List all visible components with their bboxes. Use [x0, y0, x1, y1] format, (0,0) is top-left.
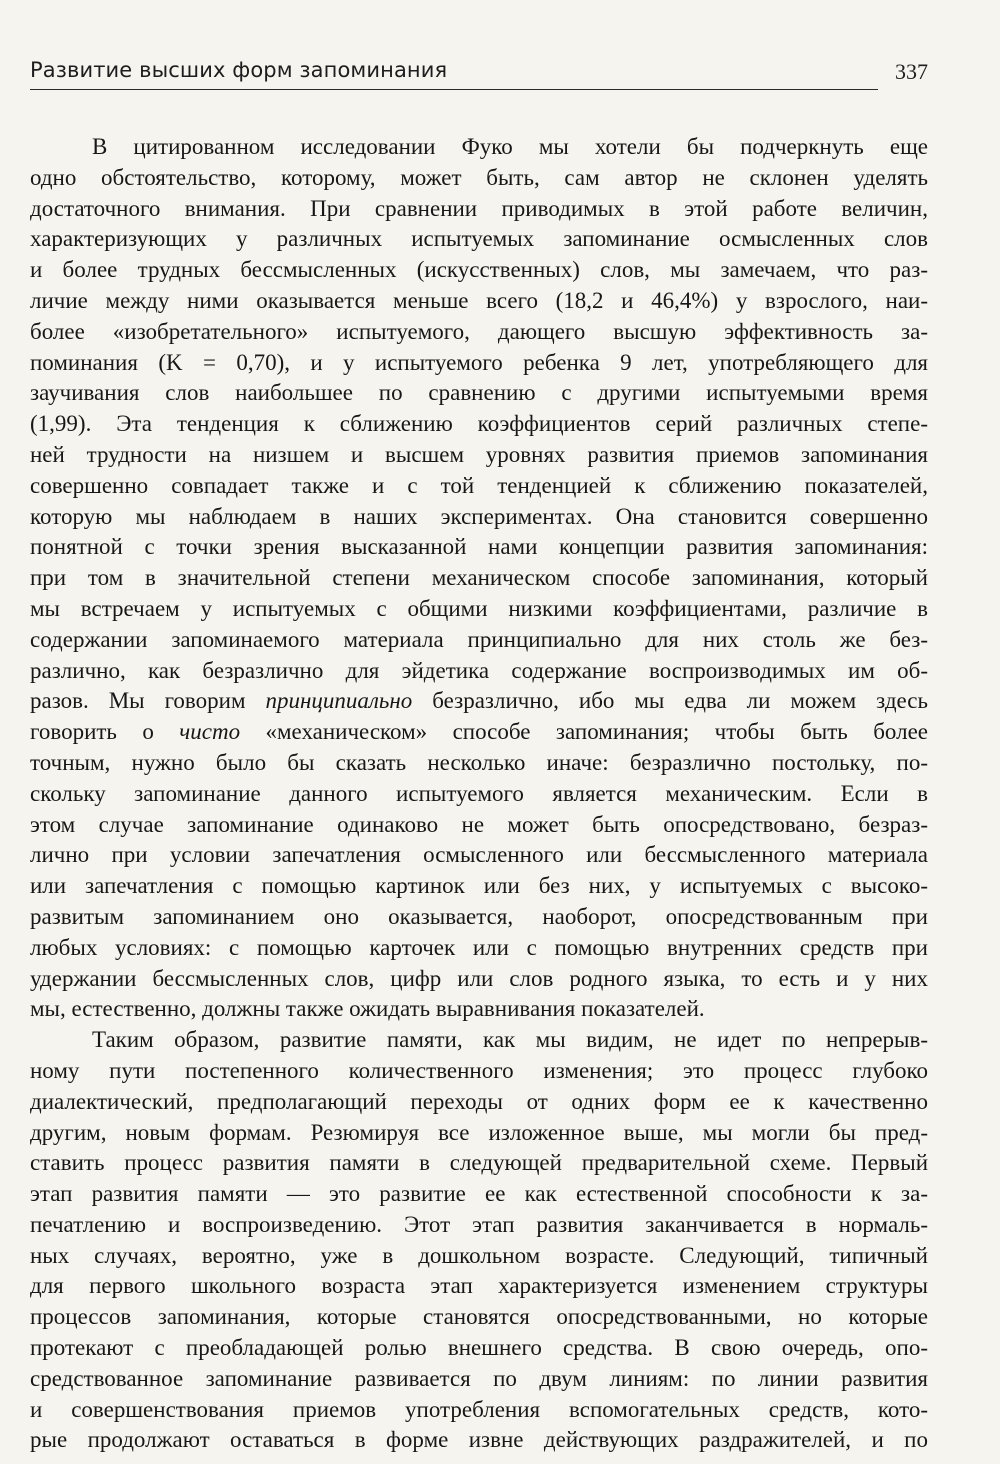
text-segment: средствованное запоминание развивается по двум линиям: по линии развития [30, 1365, 928, 1391]
text-line [30, 1395, 928, 1426]
text-line [30, 779, 928, 810]
text-segment: мы, естественно, должны также ожидать выравнивания показателей. [30, 996, 705, 1022]
text-segment: мы встречаем у испытуемых с общими низкими коэффициентами, различие в [30, 595, 928, 621]
text-line [30, 1302, 928, 1333]
text-line [30, 840, 928, 871]
text-segment: которую мы наблюдаем в наших экспериментах. Она становится совершенно [30, 503, 928, 529]
text-segment: диалектический, предполагающий переходы от одних форм ее к качественно [30, 1088, 928, 1114]
header-rule [30, 89, 878, 90]
text-segment: рые продолжают оставаться в форме извне действующих раздражителей, и по [30, 1427, 928, 1453]
text-segment: (1,99). Эта тенденция к сближению коэффициентов серий различных степе- [30, 411, 928, 437]
text-segment: точным, нужно было бы сказать несколько иначе: безразлично постольку, по- [30, 749, 928, 775]
text-segment: и совершенствования приемов употребления вспомогательных средств, кото- [30, 1396, 928, 1422]
text-line [30, 1087, 928, 1118]
text-segment: ставить процесс развития памяти в следующей предварительной схеме. Первый [30, 1150, 928, 1176]
text-segment: личие между ними оказывается меньше всего (18,2 и 46,4%) у взрослого, наи- [30, 287, 928, 313]
text-line [30, 348, 928, 379]
text-line [30, 378, 928, 409]
text-segment: любых условиях: с помощью карточек или с помощью внутренних средств при [30, 934, 928, 960]
text-segment: В цитированном исследовании Фуко мы хотели бы подчеркнуть еще [92, 134, 928, 159]
text-line [30, 717, 928, 748]
text-segment: процессов запоминания, которые становятся опосредствованными, но которые [30, 1304, 928, 1330]
text-line [30, 686, 928, 717]
text-line [30, 1148, 928, 1179]
text-segment: лично при условии запечатления осмысленного или бессмысленного материала [30, 842, 928, 868]
text-line [30, 163, 928, 194]
text-segment: безразлично, ибо мы едва ли можем здесь [412, 688, 928, 714]
text-line [30, 532, 928, 563]
text-line [30, 286, 928, 317]
paragraph [30, 132, 928, 1025]
text-segment: поминания (K = 0,70), и у испытуемого ребенка 9 лет, употребляющего для [30, 349, 928, 375]
body-text [30, 132, 928, 1456]
text-line [30, 902, 928, 933]
text-segment: говорить о [30, 719, 180, 745]
italic-emphasis: принципиально [265, 688, 413, 714]
text-line [30, 194, 928, 225]
text-segment: протекают с преобладающей ролью внешнего средства. В свою очередь, опо- [30, 1335, 928, 1361]
text-line [30, 871, 928, 902]
text-segment: понятной с точки зрения высказанной нами концепции развития запоминания: [30, 534, 928, 560]
text-line [30, 810, 928, 841]
page-number: 337 [895, 59, 928, 84]
text-line [30, 1333, 928, 1364]
text-segment: или запечатления с помощью картинок или без них, у испытуемых с высоко- [30, 873, 928, 899]
text-segment: этом случае запоминание одинаково не может быть опосредствовано, безраз- [30, 811, 928, 837]
text-line [30, 656, 928, 687]
text-segment: Таким образом, развитие памяти, как мы видим, не идет по непрерыв- [92, 1027, 928, 1053]
text-line [30, 1241, 928, 1272]
text-line [30, 224, 928, 255]
text-segment: совершенно совпадает также и с той тенденцией к сближению показателей, [30, 472, 928, 498]
text-segment: развитым запоминанием оно оказывается, наоборот, опосредствованным при [30, 903, 928, 929]
text-line [30, 409, 928, 440]
text-line [30, 594, 928, 625]
text-segment: скольку запоминание данного испытуемого является механическим. Если в [30, 780, 928, 806]
text-segment: одно обстоятельство, которому, может быть, сам автор не склонен уделять [30, 164, 928, 190]
text-line [30, 1364, 928, 1395]
text-line [30, 964, 928, 995]
text-line [30, 933, 928, 964]
text-line [30, 748, 928, 779]
paragraph [30, 1025, 928, 1456]
text-segment: другим, новым формам. Резюмируя все изложенное выше, мы могли бы пред- [30, 1119, 928, 1145]
text-line [30, 132, 928, 163]
text-line [30, 440, 928, 471]
text-line [30, 1179, 928, 1210]
page-header [30, 56, 928, 90]
text-segment: содержании запоминаемого материала принципиально для них столь же без- [30, 626, 928, 652]
text-segment: печатлению и воспроизведению. Этот этап развития заканчивается в нормаль- [30, 1211, 928, 1237]
text-line [30, 1118, 928, 1149]
text-segment: ней трудности на низшем и высшем уровнях развития приемов запоминания [30, 441, 928, 467]
text-segment: ному пути постепенного количественного изменения; это процесс глубоко [30, 1057, 928, 1083]
italic-emphasis: чисто [179, 719, 241, 745]
running-title: Развитие высших форм запоминания [30, 58, 448, 82]
text-segment: удержании бессмысленных слов, цифр или слов родного языка, то есть и у них [30, 965, 928, 991]
text-segment: более «изобретательного» испытуемого, дающего высшую эффективность за- [30, 318, 928, 344]
text-line [30, 994, 928, 1025]
text-segment: и более трудных бессмысленных (искусственных) слов, мы замечаем, что раз- [30, 257, 928, 283]
text-line [30, 471, 928, 502]
text-segment: достаточного внимания. При сравнении приводимых в этой работе величин, [30, 195, 928, 221]
text-line [30, 1271, 928, 1302]
text-line [30, 625, 928, 656]
text-line [30, 255, 928, 286]
text-line [30, 502, 928, 533]
text-segment: различно, как безразлично для эйдетика содержание воспроизводимых им об- [30, 657, 928, 683]
text-line [30, 1425, 928, 1456]
text-line [30, 317, 928, 348]
text-segment: для первого школьного возраста этап характеризуется изменением структуры [30, 1273, 928, 1299]
text-segment: «механическом» способе запоминания; чтобы быть более [240, 719, 929, 745]
text-segment: характеризующих у различных испытуемых запоминание осмысленных слов [30, 226, 928, 252]
text-segment: заучивания слов наибольшее по сравнению с другими испытуемыми время [30, 380, 928, 406]
text-line [30, 563, 928, 594]
text-segment: этап развития памяти — это развитие ее как естественной способности к за- [30, 1181, 928, 1207]
text-segment: разов. Мы говорим [30, 688, 266, 714]
text-segment: при том в значительной степени механическом способе запоминания, который [30, 565, 928, 591]
text-line [30, 1025, 928, 1056]
text-line [30, 1056, 928, 1087]
text-line [30, 1210, 928, 1241]
text-segment: ных случаях, вероятно, уже в дошкольном возрасте. Следующий, типичный [30, 1242, 928, 1268]
